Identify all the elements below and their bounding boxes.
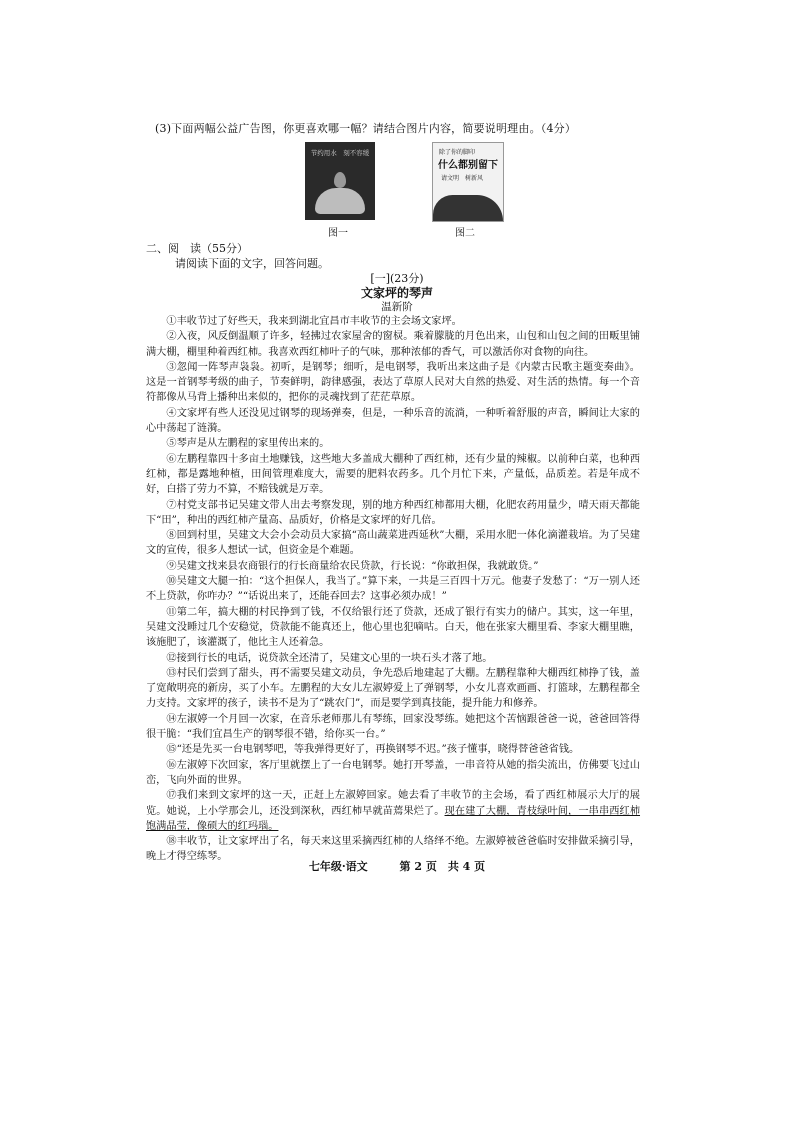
paragraph-12: ⑫接到行长的电话，说贷款全还清了，吴建文心里的一块石头才落了地。 xyxy=(166,652,493,664)
ink-landscape-icon xyxy=(433,195,503,221)
paragraph-18: ⑱丰收节，让文家坪出了名，每天来这里采摘西红柿的人络绎不绝。左淑婷被爸爸临时安排做采摘引导，晚上才得空练琴。 xyxy=(146,836,640,863)
paragraph-9: ⑨吴建文找来县农商银行的行长商量给农民贷款，行长说：“你敢担保，我就敢贷。” xyxy=(166,560,539,572)
paragraph-6: ⑥左鹏程靠四十多亩土地赚钱，这些地大多盖成大棚种了西红柿，还有少量的辣椒。以前种白菜，也种西红柿，都是露地种植，田间管理难度大，需要的肥料农药多。几个月忙下来，产量低，品质差。若是年成不好，白搭了劳力不算，不赔钱就是万幸。 xyxy=(146,453,640,496)
article-title: 文家坪的琴声 xyxy=(360,286,433,300)
figure-2-caption: 图二 xyxy=(455,228,475,239)
part-label: [一](23分) xyxy=(370,272,424,285)
page-footer xyxy=(0,858,794,874)
paragraph-10: ⑩吴建文大腿一拍：“这个担保人，我当了。”算下来，一共是三百四十万元。他妻子发愁了：“万一别人还不上贷款，你咋办？”“话说出来了，还能吞回去？这事必须办成！” xyxy=(146,576,640,603)
article-body xyxy=(146,314,640,865)
paragraph-15: ⑮“还是先买一台电钢琴吧，等我弹得更好了，再换钢琴不迟。”孩子懂事，晓得替爸爸省钱。 xyxy=(166,744,580,756)
question-3: (3)下面两幅公益广告图，你更喜欢哪一幅？请结合图片内容，简要说明理由。（4分） xyxy=(155,122,577,135)
figure-1-text: 节约用水 刻不容缓 xyxy=(310,149,370,157)
paragraph-7: ⑦村党支部书记吴建文带人出去考察发现，别的地方种西红柿都用大棚，化肥农药用量少，晴天雨天都能下“田”，种出的西红柿产量高、品质好，价格是文家坪的好几倍。 xyxy=(146,499,640,526)
paragraph-5: ⑤琴声是从左鹏程的家里传出来的。 xyxy=(166,438,330,450)
paragraph-3: ③忽闻一阵琴声袅袅。初听，是钢琴；细听，是电钢琴，我听出来这曲子是《内蒙古民歌主题变奏曲》。这是一首钢琴考级的曲子，节奏鲜明，韵律感强，表达了草原人民对大自然的热爱、对生活的热情。每一个音符都像从马背上播种出来似的，把你的灵魂找到了茫茫草原。 xyxy=(146,361,640,404)
instruction: 请阅读下面的文字，回答问题。 xyxy=(175,257,329,270)
paragraph-16: ⑯左淑婷下次回家，客厅里就摆上了一台电钢琴。她打开琴盖，一串音符从她的指尖流出，仿佛要飞过山峦，飞向外面的世界。 xyxy=(146,759,640,786)
footer-page-number: 第 2 页 共 4 页 xyxy=(399,860,486,873)
footer-grade: 七年级·语文 xyxy=(308,860,368,873)
hands-icon xyxy=(315,188,365,214)
paragraph-1: ①丰收节过了好些天，我来到湖北宜昌市丰收节的主会场文家坪。 xyxy=(166,316,462,327)
figure-2-line1: 除了你的脚印 xyxy=(439,149,476,156)
article-author: 温新阶 xyxy=(381,301,413,313)
figure-2-line2: 什么都别留下 xyxy=(438,160,498,171)
paragraph-8: ⑧回到村里，吴建文大会小会动员大家搞“高山蔬菜进西延秋”大棚，采用水肥一体化滴灌栽培。为了吴建文的宣传，很多人想试一试，但资金是个难题。 xyxy=(146,530,640,557)
section-heading: 二、阅 读（55分） xyxy=(146,242,248,255)
figure-2-civility-poster xyxy=(432,142,504,222)
paragraph-17 xyxy=(146,788,640,834)
paragraph-14: ⑭左淑婷一个月回一次家，在音乐老师那儿有琴练，回家没琴练。她把这个苦恼跟爸爸一说，爸爸回答得很干脆：“我们宜昌生产的钢琴很不错，给你买一台。” xyxy=(146,713,640,741)
paragraph-17-underlined: 现在建了大棚，青枝绿叶间，一串串西红柿饱满晶莹，像硕大的红玛瑙。 xyxy=(146,805,641,832)
water-drop-icon xyxy=(334,172,346,188)
paragraph-2: ②入夜，风反倒温顺了许多，轻拂过农家屋舍的窗棂。乘着朦胧的月色出来，山包和山包之间的田畈里铺满大棚，棚里种着西红柿。我喜欢西红柿叶子的气味，那种浓郁的香气，可以激活你对食物的向往。 xyxy=(146,331,640,358)
paragraph-11: ⑪第二年，搞大棚的村民挣到了钱，不仅给银行还了贷款，还成了银行有实力的储户。其实，这一年里，吴建文没睡过几个安稳觉，贷款能不能真还上，他心里也犯嘀咕。白天，他在张家大棚里看、李家大棚里瞧，该施肥了，该灌溉了，他比主人还着急。 xyxy=(146,606,640,649)
figure-1-caption: 图一 xyxy=(328,228,348,239)
paragraph-4: ④文家坪有些人还没见过钢琴的现场弹奏，但是，一种乐音的流淌，一种听着舒服的声音，瞬间让大家的心中荡起了涟漪。 xyxy=(146,407,640,435)
figure-1-water-poster xyxy=(305,142,375,220)
paragraph-17-text: ⑰我们来到文家坪的这一天，正赶上左淑婷回家。她去看了丰收节的主会场，看了西红柿展示大厅的展览。她说，上小学那会儿，还没到深秋，西红柿早就苗蔫果烂了。 xyxy=(146,790,640,817)
paragraph-13: ⑬村民们尝到了甜头，再不需要吴建文动员，争先恐后地建起了大棚。左鹏程靠种大棚西红柿挣了钱，盖了宽敞明亮的新房，买了小车。左鹏程的大女儿左淑婷爱上了弹钢琴，小女儿喜欢画画、打篮球，左鹏程都全力支持。文家坪的孩子，读书不是为了“跳农门”，而是要学到真技能，提升能力和修养。 xyxy=(146,667,640,710)
figure-2-line3: 请文明 树新风 xyxy=(441,175,484,182)
